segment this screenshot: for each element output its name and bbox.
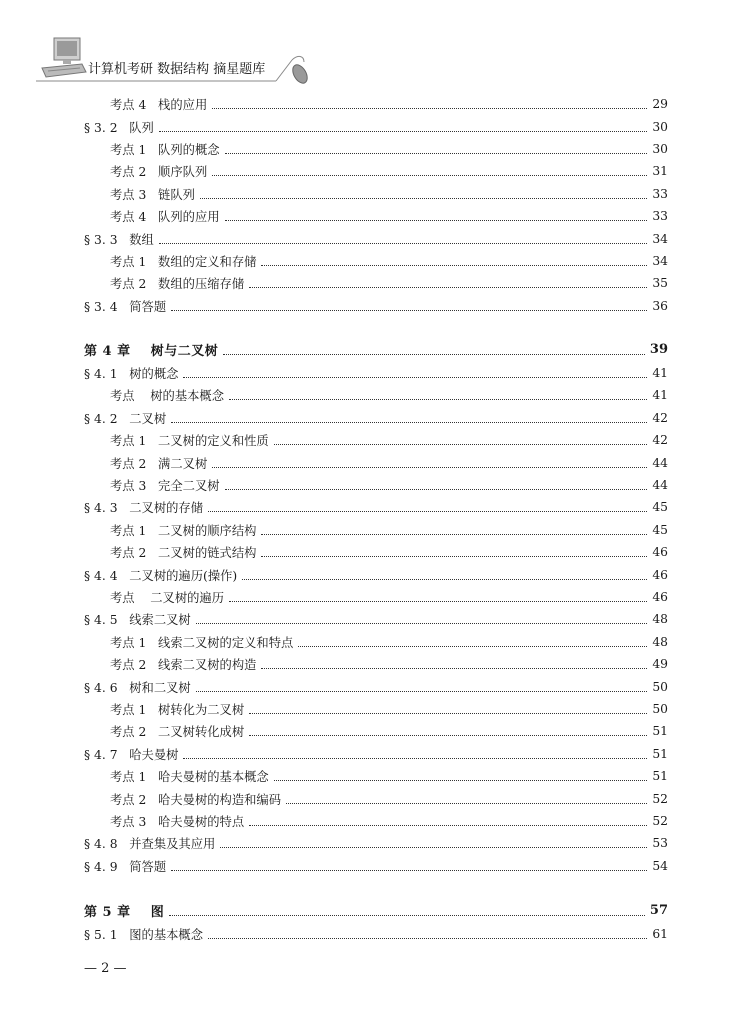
toc-entry-title: 考点 1 树转化为二叉树: [110, 700, 246, 718]
dot-leader: [249, 286, 647, 288]
toc-topic-entry[interactable]: [84, 720, 668, 742]
toc-entry-page: 39: [649, 342, 668, 358]
toc-entry-title: § 4. 6 树和二叉树: [84, 678, 193, 696]
toc-entry-title: § 4. 9 简答题: [84, 857, 168, 875]
toc-entry-page: 41: [650, 388, 668, 402]
dot-leader: [171, 869, 647, 871]
toc-entry-page: 30: [650, 142, 668, 156]
toc-section-entry[interactable]: [84, 563, 668, 585]
toc-entry-page: 48: [650, 635, 668, 649]
dot-leader: [171, 309, 647, 311]
dot-leader: [274, 779, 647, 781]
dot-leader: [242, 578, 647, 580]
toc-entry-page: 44: [650, 478, 668, 492]
dot-leader: [261, 264, 647, 266]
toc-entry-page: 34: [650, 254, 668, 268]
toc-entry-title: 考点 2 二叉树的链式结构: [110, 543, 258, 561]
toc-topic-entry[interactable]: [84, 698, 668, 720]
toc-entry-page: 50: [650, 680, 668, 694]
table-of-contents: [84, 93, 668, 945]
toc-section-entry[interactable]: [84, 115, 668, 137]
toc-topic-entry[interactable]: [84, 541, 668, 563]
toc-entry-page: 51: [650, 724, 668, 738]
toc-entry-page: 33: [650, 187, 668, 201]
toc-entry-page: 44: [650, 456, 668, 470]
toc-topic-entry[interactable]: [84, 205, 668, 227]
toc-topic-entry[interactable]: [84, 810, 668, 832]
toc-entry-page: 36: [650, 299, 668, 313]
toc-entry-page: 54: [650, 859, 668, 873]
dot-leader: [196, 622, 647, 624]
dot-leader: [286, 802, 647, 804]
section-spacer: [84, 317, 668, 338]
toc-entry-page: 46: [650, 568, 668, 582]
dot-leader: [200, 197, 647, 199]
header-title: 计算机考研 数据结构 摘星题库: [88, 62, 266, 77]
toc-entry-page: 42: [650, 411, 668, 425]
dot-leader: [223, 353, 645, 355]
toc-section-entry[interactable]: [84, 227, 668, 249]
toc-entry-page: 53: [650, 836, 668, 850]
toc-entry-page: 52: [650, 814, 668, 828]
toc-entry-title: 考点 4 栈的应用: [110, 95, 209, 113]
dot-leader: [212, 466, 647, 468]
dot-leader: [229, 398, 647, 400]
toc-entry-title: 考点 2 二叉树转化成树: [110, 722, 246, 740]
dot-leader: [220, 846, 647, 848]
toc-entry-title: 考点 树的基本概念: [110, 386, 226, 404]
toc-section-entry[interactable]: [84, 675, 668, 697]
toc-topic-entry[interactable]: [84, 451, 668, 473]
toc-topic-entry[interactable]: [84, 519, 668, 541]
toc-topic-entry[interactable]: [84, 250, 668, 272]
toc-entry-title: § 4. 8 并查集及其应用: [84, 834, 217, 852]
toc-section-entry[interactable]: [84, 496, 668, 518]
dot-leader: [249, 734, 647, 736]
toc-entry-page: 31: [650, 164, 668, 178]
toc-entry-page: 46: [650, 590, 668, 604]
page-number: — 2 —: [84, 961, 127, 976]
toc-topic-entry[interactable]: [84, 93, 668, 115]
toc-section-entry[interactable]: [84, 295, 668, 317]
dot-leader: [196, 690, 647, 692]
toc-topic-entry[interactable]: [84, 653, 668, 675]
dot-leader: [208, 937, 647, 939]
toc-entry-page: 49: [650, 657, 668, 671]
toc-entry-title: 考点 1 线索二叉树的定义和特点: [110, 633, 295, 651]
toc-entry-page: 35: [650, 276, 668, 290]
dot-leader: [225, 219, 647, 221]
toc-section-entry[interactable]: [84, 743, 668, 765]
toc-entry-title: 考点 4 队列的应用: [110, 207, 222, 225]
toc-entry-title: § 3. 3 数组: [84, 230, 156, 248]
toc-entry-title: 考点 1 二叉树的顺序结构: [110, 521, 258, 539]
dot-leader: [208, 510, 647, 512]
toc-entry-title: § 4. 3 二叉树的存储: [84, 498, 205, 516]
toc-entry-title: 考点 2 线索二叉树的构造: [110, 655, 258, 673]
toc-entry-title: § 3. 4 简答题: [84, 297, 168, 315]
toc-entry-title: § 4. 1 树的概念: [84, 364, 180, 382]
toc-topic-entry[interactable]: [84, 765, 668, 787]
computer-icon: [42, 38, 86, 77]
toc-topic-entry[interactable]: [84, 183, 668, 205]
toc-entry-page: 34: [650, 232, 668, 246]
toc-entry-title: 考点 1 数组的定义和存储: [110, 252, 258, 270]
dot-leader: [159, 242, 647, 244]
toc-entry-page: 30: [650, 120, 668, 134]
toc-entry-page: 52: [650, 792, 668, 806]
dot-leader: [225, 488, 647, 490]
toc-entry-title: 考点 2 满二叉树: [110, 454, 209, 472]
toc-section-entry[interactable]: [84, 407, 668, 429]
toc-entry-title: 考点 1 二叉树的定义和性质: [110, 431, 271, 449]
toc-entry-title: § 3. 2 队列: [84, 118, 156, 136]
toc-topic-entry[interactable]: [84, 160, 668, 182]
toc-entry-title: § 4. 2 二叉树: [84, 409, 168, 427]
toc-entry-page: 51: [650, 769, 668, 783]
dot-leader: [249, 824, 647, 826]
toc-entry-title: § 4. 7 哈夫曼树: [84, 745, 180, 763]
toc-entry-title: 考点 2 哈夫曼树的构造和编码: [110, 790, 283, 808]
toc-entry-title: 考点 2 数组的压缩存储: [110, 274, 246, 292]
dot-leader: [261, 667, 647, 669]
running-header: [36, 34, 336, 90]
toc-topic-entry[interactable]: [84, 631, 668, 653]
toc-entry-page: 41: [650, 366, 668, 380]
toc-topic-entry[interactable]: [84, 474, 668, 496]
toc-topic-entry[interactable]: [84, 138, 668, 160]
toc-entry-page: 45: [650, 523, 668, 537]
section-spacer: [84, 877, 668, 899]
toc-entry-title: § 5. 1 图的基本概念: [84, 925, 205, 943]
toc-entry-page: 61: [650, 927, 668, 941]
toc-entry-page: 33: [650, 209, 668, 223]
dot-leader: [159, 130, 647, 132]
toc-topic-entry[interactable]: [84, 384, 668, 406]
toc-topic-entry[interactable]: [84, 787, 668, 809]
toc-entry-page: 45: [650, 500, 668, 514]
toc-entry-page: 48: [650, 612, 668, 626]
toc-entry-title: § 4. 4 二叉树的遍历(操作): [84, 566, 239, 584]
toc-chapter-entry[interactable]: [84, 338, 668, 362]
toc-entry-title: 第 5 章 图: [84, 901, 166, 920]
toc-entry-page: 46: [650, 545, 668, 559]
dot-leader: [183, 376, 647, 378]
toc-entry-page: 29: [650, 97, 668, 111]
toc-entry-page: 57: [649, 903, 668, 919]
mouse-icon: [290, 56, 310, 85]
toc-entry-title: 考点 1 队列的概念: [110, 140, 222, 158]
toc-chapter-entry[interactable]: [84, 899, 668, 923]
toc-entry-title: § 4. 5 线索二叉树: [84, 610, 193, 628]
toc-entry-title: 考点 1 哈夫曼树的基本概念: [110, 767, 271, 785]
toc-entry-title: 考点 二叉树的遍历: [110, 588, 226, 606]
toc-topic-entry[interactable]: [84, 586, 668, 608]
toc-section-entry[interactable]: [84, 855, 668, 877]
toc-section-entry[interactable]: [84, 923, 668, 945]
dot-leader: [169, 914, 645, 916]
dot-leader: [298, 645, 647, 647]
toc-section-entry[interactable]: [84, 832, 668, 854]
toc-entry-page: 42: [650, 433, 668, 447]
toc-section-entry[interactable]: [84, 608, 668, 630]
toc-entry-page: 50: [650, 702, 668, 716]
toc-entry-title: 考点 3 链队列: [110, 185, 197, 203]
toc-entry-title: 第 4 章 树与二叉树: [84, 340, 220, 359]
dot-leader: [225, 152, 647, 154]
dot-leader: [212, 174, 647, 176]
dot-leader: [171, 421, 647, 423]
toc-section-entry[interactable]: [84, 362, 668, 384]
toc-entry-title: 考点 3 哈夫曼树的特点: [110, 812, 246, 830]
toc-topic-entry[interactable]: [84, 429, 668, 451]
dot-leader: [229, 600, 647, 602]
dot-leader: [183, 757, 647, 759]
toc-entry-title: 考点 3 完全二叉树: [110, 476, 222, 494]
toc-entry-page: 51: [650, 747, 668, 761]
dot-leader: [212, 107, 647, 109]
dot-leader: [261, 555, 647, 557]
dot-leader: [249, 712, 647, 714]
dot-leader: [261, 533, 647, 535]
dot-leader: [274, 443, 647, 445]
toc-topic-entry[interactable]: [84, 272, 668, 294]
toc-entry-title: 考点 2 顺序队列: [110, 162, 209, 180]
